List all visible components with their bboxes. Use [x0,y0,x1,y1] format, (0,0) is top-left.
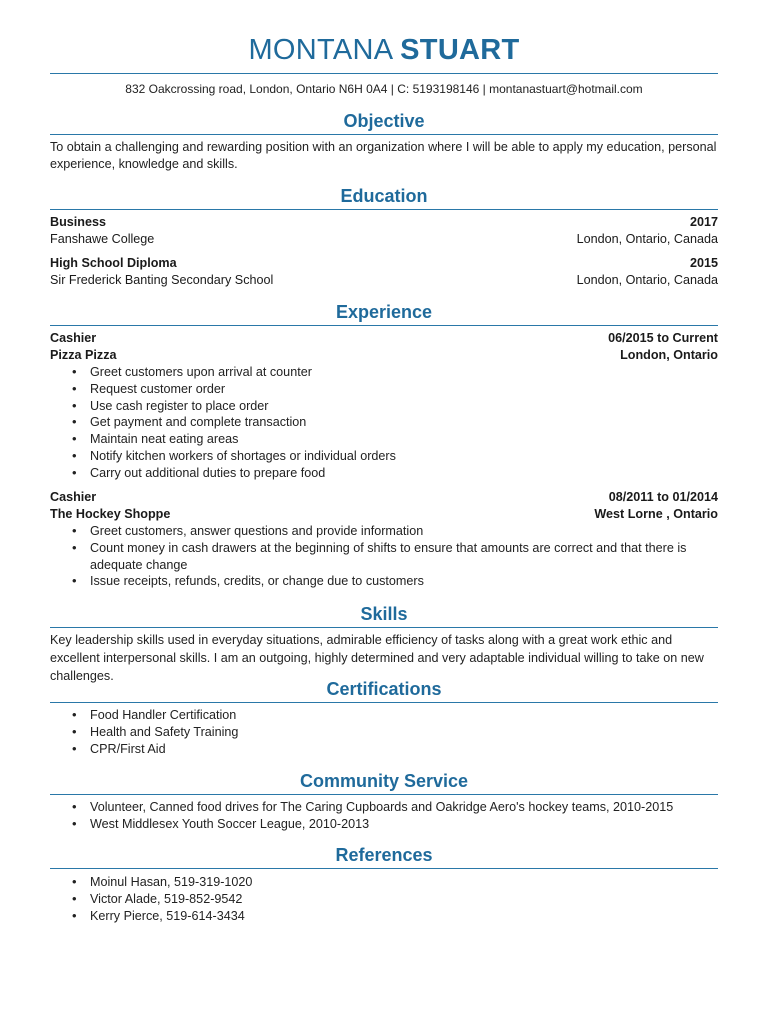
list-item: • Maintain neat eating areas [50,431,690,448]
skills-heading: Skills [360,604,408,624]
education-entry [50,214,718,231]
job-location: West Lorne , Ontario [594,507,718,521]
list-item: • West Middlesex Youth Soccer League, 2010-2013 [50,816,690,833]
list-item: • CPR/First Aid [50,741,690,758]
education-entry-detail [50,231,718,248]
list-item: • Use cash register to place order [50,398,690,415]
community-service-divider [50,794,718,795]
list-item: • Food Handler Certification [50,707,690,724]
experience-divider [50,325,718,326]
last-name: STUART [400,34,520,66]
education-heading: Education [340,186,428,206]
candidate-name [0,34,768,67]
list-item: • Volunteer, Canned food drives for The Caring Cupboards and Oakridge Aero's hockey teams, 2010-2015 [50,799,690,816]
education-entry-detail [50,272,718,289]
education-divider [50,209,718,210]
job-location: London, Ontario [620,348,718,362]
skills-text: Key leadership skills used in everyday situations, admirable efficiency of tasks along with a great work ethic and excellent interpersonal skills. I am an outgoing, highly determined and very adaptable individual willing to take on new challenges. [50,633,704,683]
school-location: London, Ontario, Canada [576,273,718,287]
graduation-year: 2017 [689,215,718,229]
degree: High School Diploma [50,256,177,270]
experience-heading: Experience [335,302,433,322]
contact-line: 832 Oakcrossing road, London, Ontario N6H 0A4 | C: 5193198146 | montanastuart@hotmail.com [125,82,643,96]
job-company: The Hockey Shoppe [50,507,171,521]
job-role: Cashier [50,490,97,504]
list-item: • Victor Alade, 519-852-9542 [50,891,690,908]
objective-divider [50,134,718,135]
list-item: • Kerry Pierce, 519-614-3434 [50,908,690,925]
list-item: • Issue receipts, refunds, credits, or change due to customers [50,573,690,590]
job-company-row [50,506,718,523]
degree: Business [50,215,106,229]
list-item: • Health and Safety Training [50,724,690,741]
certifications-heading: Certifications [326,679,442,699]
skills-divider [50,627,718,628]
job-dates: 06/2015 to Current [608,331,718,345]
certifications-divider [50,702,718,703]
job-role: Cashier [50,331,97,345]
references-heading: References [335,845,433,865]
job-dates: 08/2011 to 01/2014 [608,490,718,504]
community-service-list [50,799,690,833]
header-divider [50,73,718,74]
objective-heading: Objective [343,111,425,131]
list-item: • Moinul Hasan, 519-319-1020 [50,874,690,891]
list-item: • Count money in cash drawers at the beginning of shifts to ensure that amounts are correct and that there is adequate change [50,540,690,574]
job-header [50,330,718,347]
graduation-year: 2015 [689,256,718,270]
list-item: • Carry out additional duties to prepare food [50,465,690,482]
references-list [50,874,690,924]
job-header [50,489,718,506]
job-duties-list [50,364,690,482]
school: Sir Frederick Banting Secondary School [50,273,274,287]
education-entry [50,255,718,272]
school: Fanshawe College [50,232,155,246]
objective-text: To obtain a challenging and rewarding position with an organization where I will be able to apply my education, personal experience, knowledge and skills. [50,140,717,171]
community-service-heading: Community Service [299,771,469,791]
first-name: MONTANA [248,34,392,66]
list-item: • Greet customers, answer questions and provide information [50,523,690,540]
list-item: • Get payment and complete transaction [50,414,690,431]
certifications-list [50,707,690,757]
job-company-row [50,347,718,364]
list-item: • Notify kitchen workers of shortages or individual orders [50,448,690,465]
job-duties-list [50,523,690,590]
job-company: Pizza Pizza [50,348,117,362]
list-item: • Greet customers upon arrival at counter [50,364,690,381]
school-location: London, Ontario, Canada [576,232,718,246]
list-item: • Request customer order [50,381,690,398]
references-divider [50,868,718,869]
